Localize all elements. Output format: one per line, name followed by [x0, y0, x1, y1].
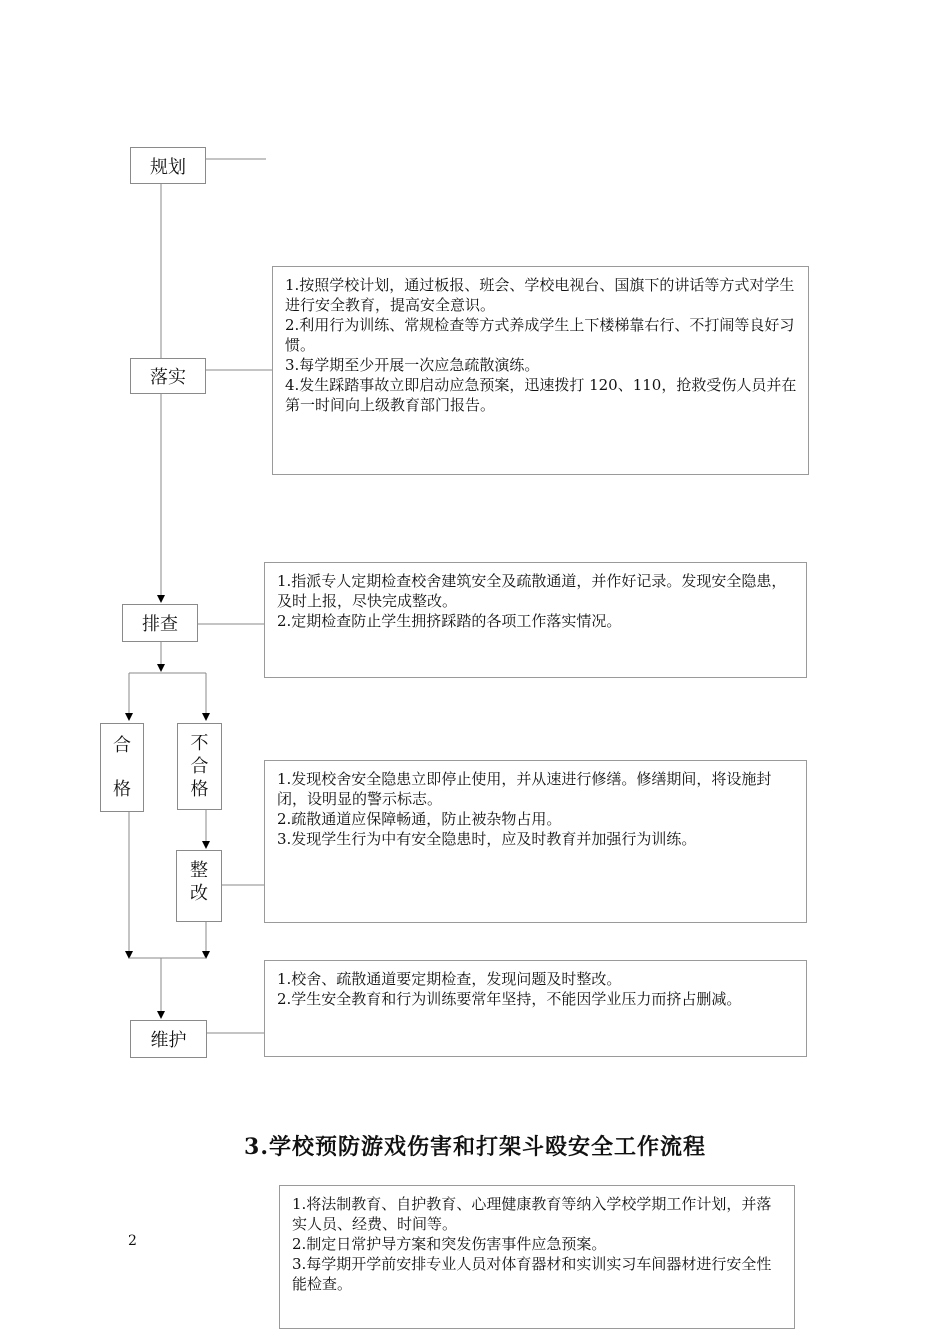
inspect-label: 排查 [142, 614, 178, 635]
note-line: 3.发现学生行为中有安全隐患时，应及时教育并加强行为训练。 [277, 830, 697, 848]
rectify-notes [264, 760, 807, 923]
implement-label: 落实 [150, 367, 186, 388]
maintain-label: 维护 [150, 1030, 187, 1051]
implement-node [130, 358, 206, 394]
fail-char: 格 [190, 779, 209, 800]
rectify-char: 整 [190, 860, 208, 881]
fail-char: 不 [190, 733, 209, 754]
pass-node [100, 723, 144, 812]
rectify-char: 改 [190, 883, 208, 904]
maintain-notes [264, 960, 807, 1057]
pass-char: 格 [113, 779, 131, 800]
note-line: 1.将法制教育、自护教育、心理健康教育等纳入学校学期工作计划，并落实人员、经费、时间等。 [292, 1195, 772, 1233]
note-line: 2.利用行为训练、常规检查等方式养成学生上下楼梯靠右行、不打闹等良好习惯。 [285, 316, 795, 354]
note-line: 2.制定日常护导方案和突发伤害事件应急预案。 [292, 1235, 607, 1253]
note-line: 3.每学期至少开展一次应急疏散演练。 [285, 356, 540, 374]
inspect-node [122, 604, 198, 642]
page-number: 2 [128, 1233, 137, 1249]
fail-char: 合 [190, 756, 209, 777]
note-line: 2.学生安全教育和行为训练要常年坚持，不能因学业压力而挤占删减。 [277, 990, 742, 1008]
section-title: 3.学校预防游戏伤害和打架斗殴安全工作流程 [244, 1134, 706, 1160]
plan-node [130, 147, 206, 184]
rectify-node [176, 850, 222, 922]
note-line: 1.按照学校计划，通过板报、班会、学校电视台、国旗下的讲话等方式对学生进行安全教育，提高安全意识。 [285, 276, 795, 314]
implement-notes [272, 266, 809, 475]
note-line: 4.发生踩踏事故立即启动应急预案，迅速拨打 120、110，抢救受伤人员并在第一时间向上级教育部门报告。 [285, 376, 797, 414]
note-line: 3.每学期开学前安排专业人员对体育器材和实训实习车间器材进行安全性能检查。 [292, 1255, 772, 1293]
note-line: 1.发现校舍安全隐患立即停止使用，并从速进行修缮。修缮期间，将设施封闭，设明显的警示标志。 [277, 770, 772, 808]
plan-label: 规划 [150, 156, 186, 178]
note-line: 2.定期检查防止学生拥挤踩踏的各项工作落实情况。 [277, 612, 622, 630]
note-line: 1.校舍、疏散通道要定期检查，发现问题及时整改。 [277, 970, 622, 988]
pass-char: 合 [113, 735, 131, 756]
next-section-notes [279, 1185, 795, 1329]
maintain-node [130, 1020, 207, 1058]
fail-node [177, 723, 222, 810]
note-line: 1.指派专人定期检查校舍建筑安全及疏散通道，并作好记录。发现安全隐患，及时上报，尽快完成整改。 [277, 572, 787, 610]
note-line: 2.疏散通道应保障畅通，防止被杂物占用。 [277, 810, 562, 828]
inspect-notes [264, 562, 807, 678]
